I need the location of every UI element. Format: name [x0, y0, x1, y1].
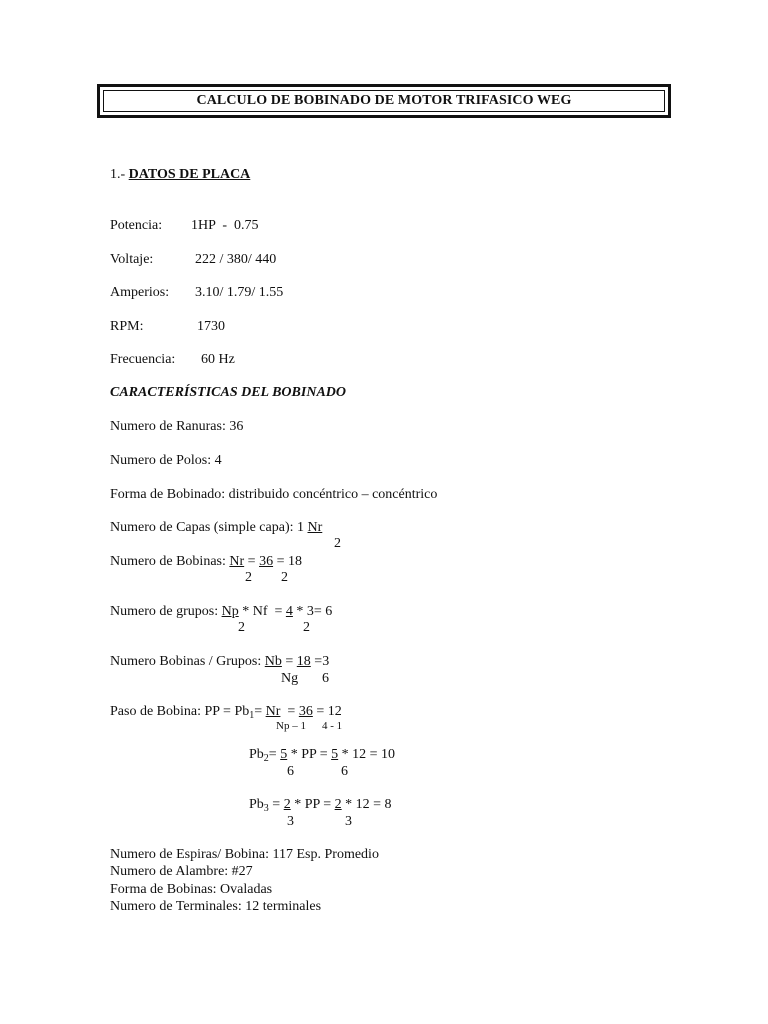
bob-grupos-num-1: Nb	[264, 654, 282, 669]
bob-grupos-num-2: 18	[296, 654, 311, 669]
pb3-den-2: 3	[345, 814, 352, 829]
bob-grupos-prefix: Numero Bobinas / Grupos:	[110, 654, 265, 669]
pb3-num-1: 2	[283, 797, 291, 812]
title-box	[97, 84, 671, 118]
alambre-line: Numero de Alambre: #27	[110, 864, 253, 879]
bobinas-eq-2: = 18	[273, 554, 302, 569]
paso-rest: = 12	[312, 704, 342, 719]
paso-num-2: 36	[298, 704, 313, 719]
pb3-num-2: 2	[334, 797, 342, 812]
section-1-title: DATOS DE PLACA	[128, 167, 251, 182]
section-1-heading	[110, 167, 250, 183]
capas-prefix: Numero de Capas (simple capa): 1	[110, 520, 308, 535]
bobinas-eq-1: =	[244, 554, 260, 569]
bobinas-num-1: Nr	[229, 554, 245, 569]
espiras-line: Numero de Espiras/ Bobina: 117 Esp. Promedio	[110, 847, 379, 862]
ranuras-line: Numero de Ranuras: 36	[110, 419, 244, 434]
bob-grupos-eq: =	[281, 654, 297, 669]
bobinas-den-2: 2	[281, 570, 288, 585]
pb2-mid: * PP =	[287, 747, 332, 762]
potencia-value: 1HP - 0.75	[191, 218, 259, 233]
pb2-rest: * 12 = 10	[338, 747, 396, 762]
pb2-num-2: 5	[331, 747, 339, 762]
forma-bobinas-line: Forma de Bobinas: Ovaladas	[110, 882, 273, 897]
paso-eq: =	[254, 704, 266, 719]
polos-line: Numero de Polos: 4	[110, 453, 222, 468]
section-2-heading: CARACTERÍSTICAS DEL BOBINADO	[110, 385, 346, 400]
pb3-rest: * 12 = 8	[341, 797, 392, 812]
bobinas-num-2: 36	[259, 554, 274, 569]
voltaje-label: Voltaje:	[110, 252, 154, 267]
forma-bobinado-line: Forma de Bobinado: distribuido concéntrico – concéntrico	[110, 487, 438, 502]
bob-grupos-line	[110, 654, 329, 670]
pb3-mid: * PP =	[290, 797, 335, 812]
pb2-label: Pb	[249, 747, 264, 762]
grupos-line	[110, 604, 332, 620]
section-1-number: 1.-	[110, 167, 126, 182]
rpm-label: RPM:	[110, 319, 144, 334]
frecuencia-label: Frecuencia:	[110, 352, 176, 367]
bobinas-prefix: Numero de Bobinas:	[110, 554, 230, 569]
paso-sub: 1	[249, 710, 255, 721]
page-title: CALCULO DE BOBINADO DE MOTOR TRIFASICO WEG	[103, 90, 665, 112]
capas-numerator: Nr	[307, 520, 323, 535]
bobinas-line	[110, 554, 302, 570]
capas-denominator: 2	[334, 536, 341, 551]
paso-den-1: Np – 1	[276, 720, 306, 732]
grupos-den-1: 2	[238, 620, 245, 635]
pb2-eq: =	[268, 747, 281, 762]
pb2-sub: 2	[263, 753, 269, 764]
grupos-mid: * Nf =	[238, 604, 286, 619]
grupos-num-1: Np	[221, 604, 239, 619]
grupos-prefix: Numero de grupos:	[110, 604, 222, 619]
terminales-line: Numero de Terminales: 12 terminales	[110, 899, 322, 914]
bob-grupos-den-2: 6	[322, 671, 329, 686]
amperios-value: 3.10/ 1.79/ 1.55	[195, 285, 284, 300]
voltaje-value: 222 / 380/ 440	[195, 252, 277, 267]
pb3-eq: =	[268, 797, 284, 812]
grupos-den-2: 2	[303, 620, 310, 635]
pb3-sub: 3	[263, 803, 269, 814]
pb2-num-1: 5	[280, 747, 288, 762]
pb3-label: Pb	[249, 797, 264, 812]
bob-grupos-rest: =3	[310, 654, 330, 669]
capas-line	[110, 520, 322, 536]
paso-line	[110, 704, 342, 720]
grupos-num-2: 4	[285, 604, 293, 619]
pb2-line	[249, 747, 395, 763]
pb3-den-1: 3	[287, 814, 294, 829]
pb2-den-2: 6	[341, 764, 348, 779]
bob-grupos-den-1: Ng	[281, 671, 299, 686]
rpm-value: 1730	[197, 319, 225, 334]
bobinas-den-1: 2	[245, 570, 252, 585]
pb3-line	[249, 797, 392, 813]
potencia-label: Potencia:	[110, 218, 163, 233]
paso-den-2: 4 - 1	[322, 720, 343, 732]
frecuencia-value: 60 Hz	[201, 352, 235, 367]
grupos-rest: * 3= 6	[292, 604, 333, 619]
amperios-label: Amperios:	[110, 285, 170, 300]
pb2-den-1: 6	[287, 764, 294, 779]
paso-prefix: Paso de Bobina: PP = Pb	[110, 704, 250, 719]
paso-num-1: Nr	[265, 704, 281, 719]
paso-eq-2: =	[280, 704, 299, 719]
